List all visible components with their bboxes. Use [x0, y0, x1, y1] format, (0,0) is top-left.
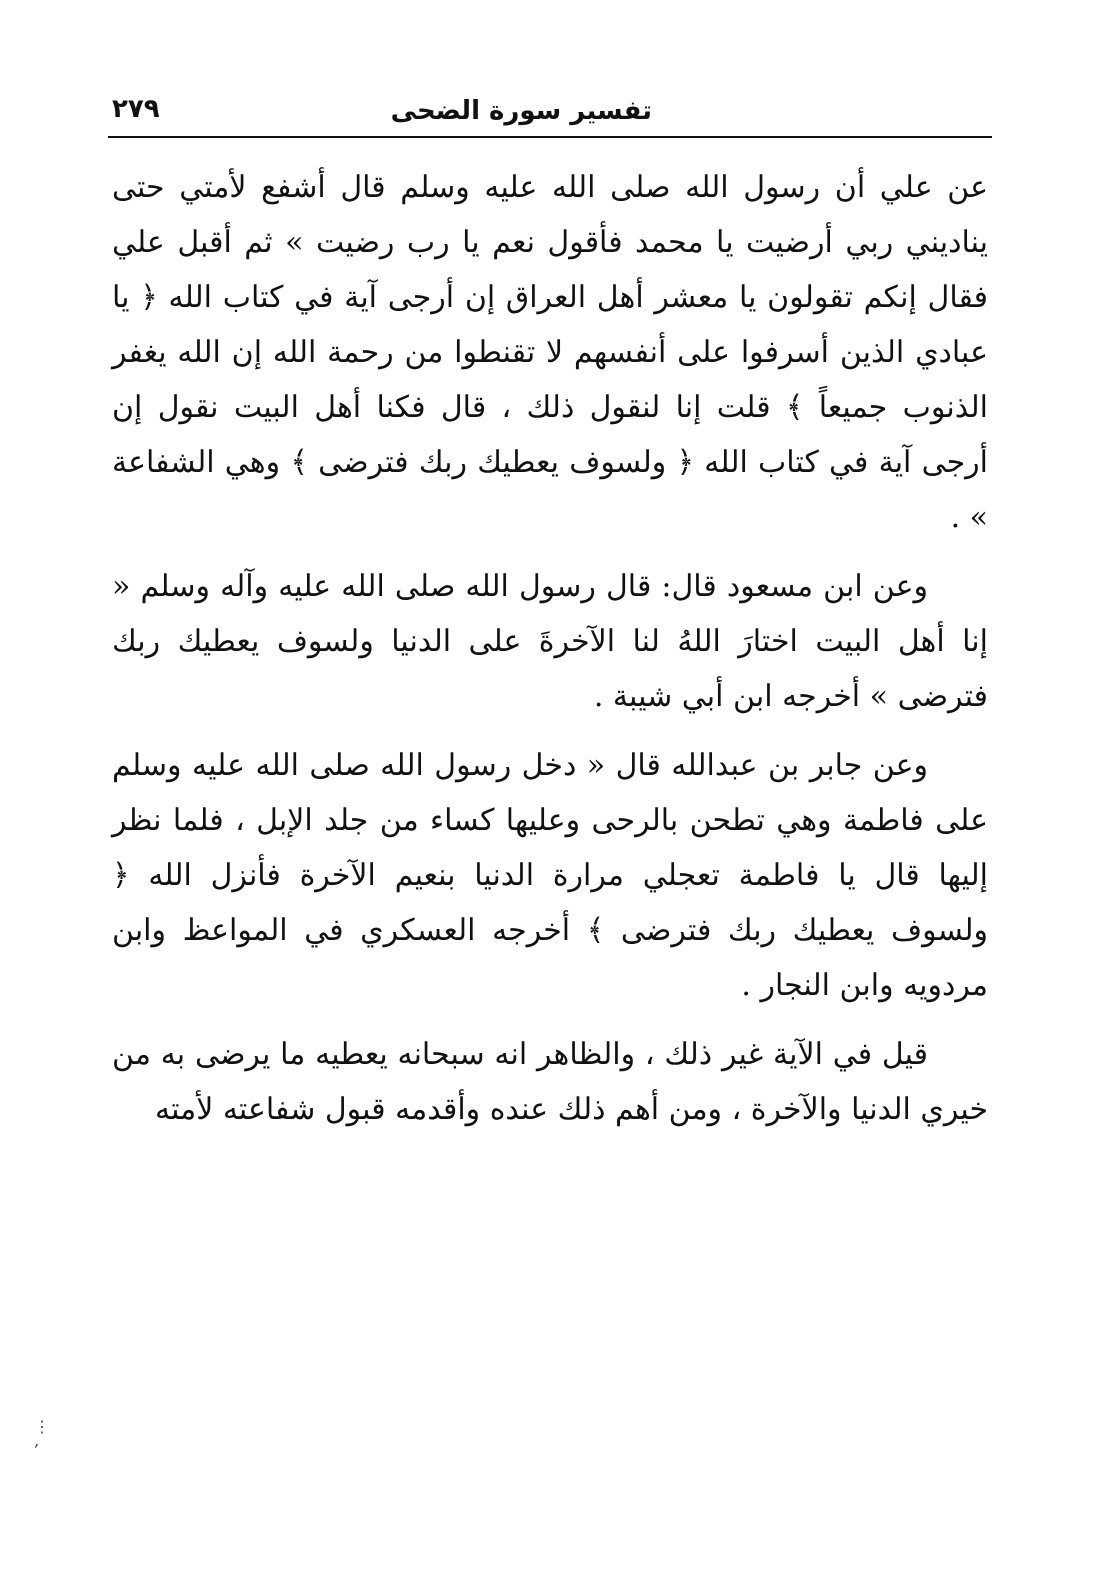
paragraph-3: وعن جابر بن عبدالله قال « دخل رسول الله صلى الله عليه وسلم على فاطمة وهي تطحن بالرحى وعليها كساء من جلد الإبل ، فلما نظر إليها قال يا فاطمة تعجلي مرارة الدنيا بنعيم الآخرة فأنزل الله ﴿ ولسوف يعطيك ربك فترضى ﴾ أخرجه العسكري في المواعظ وابن مردويه وابن النجار . — [112, 748, 988, 1003]
header-rule — [108, 136, 992, 138]
margin-speck: ⋮ ‚ — [34, 1417, 50, 1450]
running-title: تفسير سورة الضحى — [390, 96, 652, 126]
paragraph-2: وعن ابن مسعود قال: قال رسول الله صلى الله عليه وآله وسلم « إنا أهل البيت اختارَ اللهُ لنا الآخرةَ على الدنيا ولسوف يعطيك ربك فترضى » أخرجه ابن أبي شيبة . — [112, 569, 988, 714]
paragraph-4: قيل في الآية غير ذلك ، والظاهر انه سبحانه يعطيه ما يرضى به من خيري الدنيا والآخرة ، ومن أهم ذلك عنده وأقدمه قبول شفاعته لأمته — [112, 1037, 988, 1127]
running-head — [112, 88, 992, 132]
paragraph-1: عن علي أن رسول الله صلى الله عليه وسلم قال أشفع لأمتي حتى يناديني ربي أرضيت يا محمد فأقول نعم يا رب رضيت » ثم أقبل علي فقال إنكم تقولون يا معشر أهل العراق إن أرجى آية في كتاب الله ﴿ يا عبادي الذين أسرفوا على أنفسهم لا تقنطوا من رحمة الله إن الله يغفر الذنوب جميعاً ﴾ قلت إنا لنقول ذلك ، قال فكنا أهل البيت نقول إن أرجى آية في كتاب الله ﴿ ولسوف يعطيك ربك فترضى ﴾ وهي الشفاعة » . — [112, 170, 988, 535]
body-text — [112, 160, 988, 1151]
page-number: ٢٧٩ — [112, 94, 160, 124]
